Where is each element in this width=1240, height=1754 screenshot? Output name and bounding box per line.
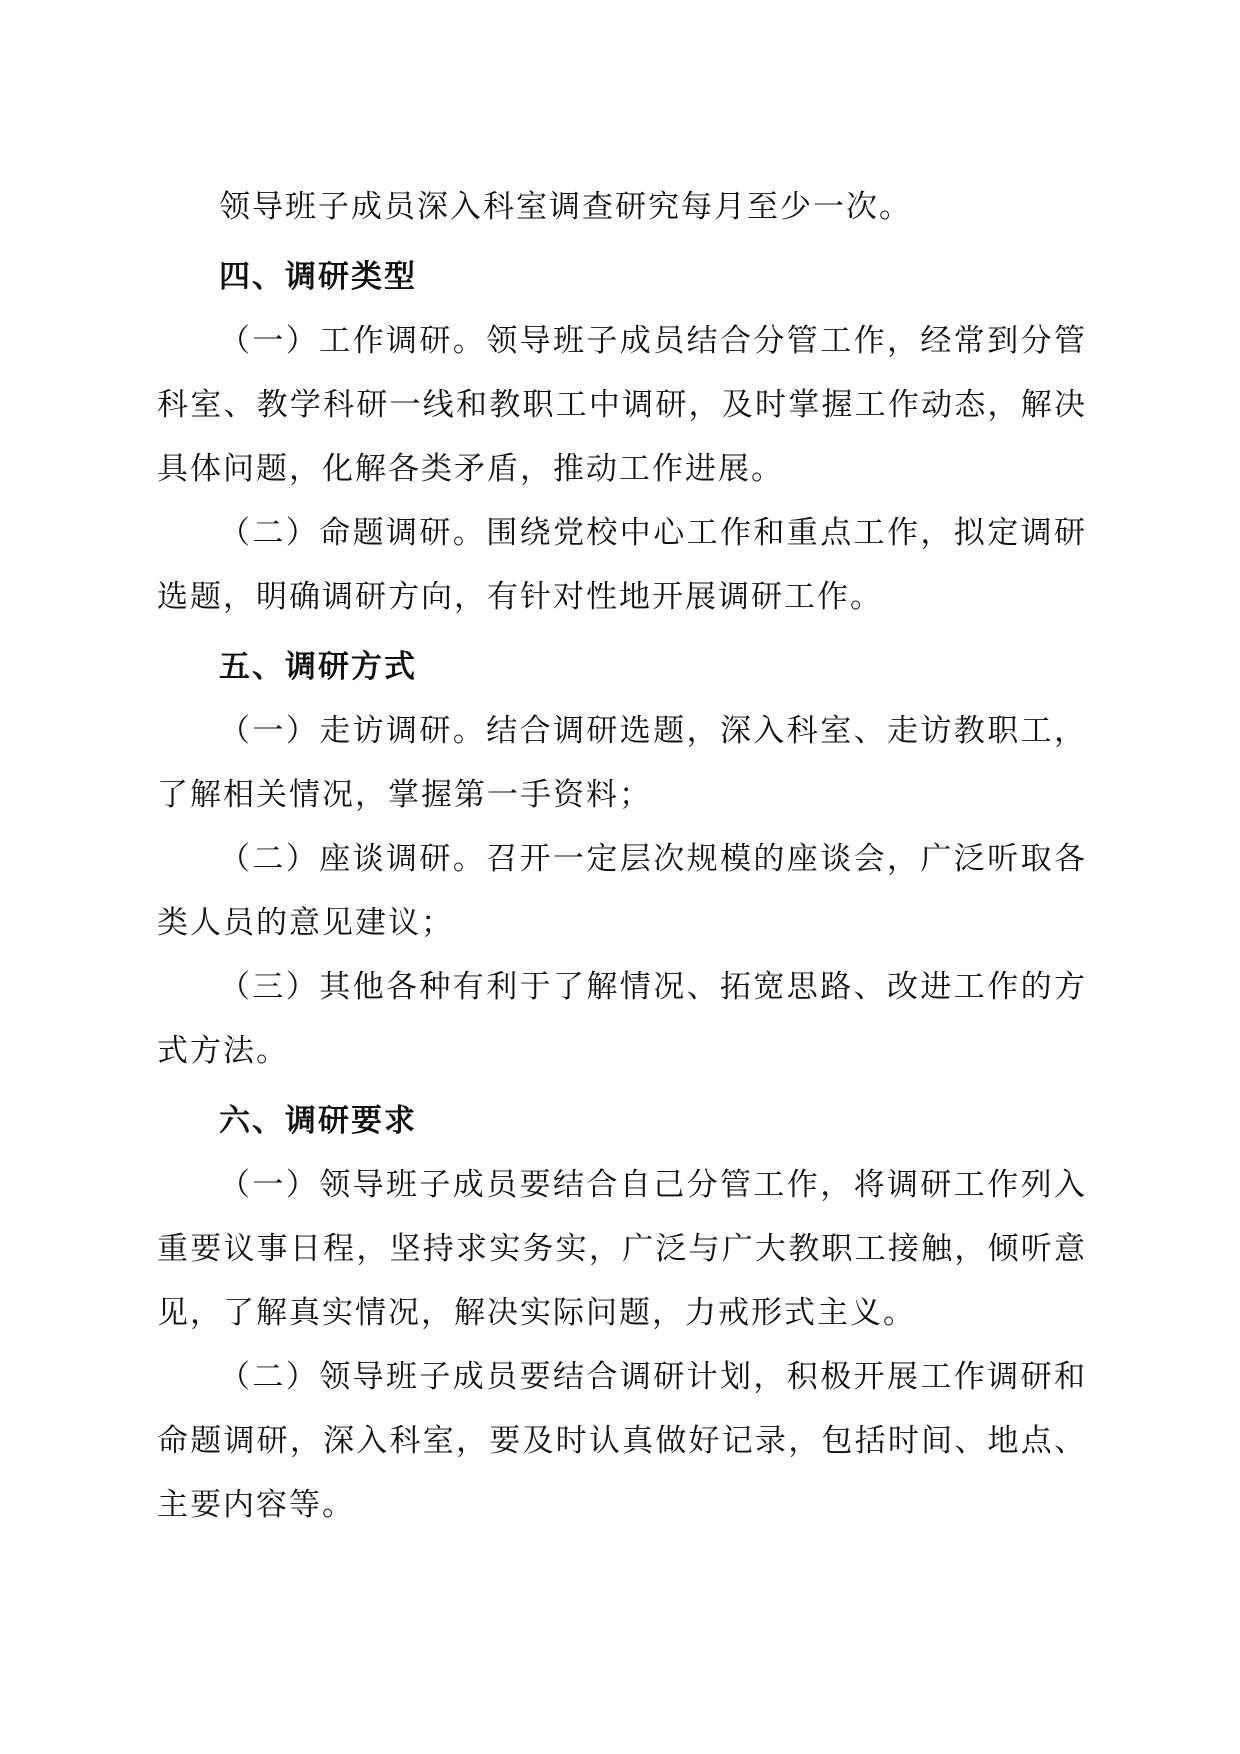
paragraph-topic-research: （二）命题调研。围绕党校中心工作和重点工作，拟定调研选题，明确调研方向，有针对性地开展调研工作。 [157, 515, 1087, 615]
paragraph-work-research: （一）工作调研。领导班子成员结合分管工作，经常到分管科室、教学科研一线和教职工中调研，及时掌握工作动态，解决具体问题，化解各类矛盾，推动工作进展。 [157, 323, 1087, 487]
section-heading-research-types: 四、调研类型 [219, 259, 417, 295]
paragraph-requirement-two: （二）领导班子成员要结合调研计划，积极开展工作调研和命题调研，深入科室，要及时认真做好记录，包括时间、地点、主要内容等。 [157, 1359, 1087, 1523]
paragraph-other-methods: （三）其他各种有利于了解情况、拓宽思路、改进工作的方式方法。 [157, 969, 1087, 1069]
paragraph-monthly-frequency: 领导班子成员深入科室调查研究每月至少一次。 [219, 189, 912, 225]
paragraph-requirement-one: （一）领导班子成员要结合自己分管工作，将调研工作列入重要议事日程，坚持求实务实，广泛与广大教职工接触，倾听意见，了解真实情况，解决实际问题，力戒形式主义。 [157, 1167, 1087, 1331]
paragraph-visit-research: （一）走访调研。结合调研选题，深入科室、走访教职工，了解相关情况，掌握第一手资料； [157, 713, 1087, 813]
document-body [157, 175, 1087, 1537]
section-heading-research-requirements: 六、调研要求 [219, 1103, 417, 1139]
paragraph-forum-research: （二）座谈调研。召开一定层次规模的座谈会，广泛听取各类人员的意见建议； [157, 841, 1087, 941]
section-heading-research-methods: 五、调研方式 [219, 649, 417, 685]
